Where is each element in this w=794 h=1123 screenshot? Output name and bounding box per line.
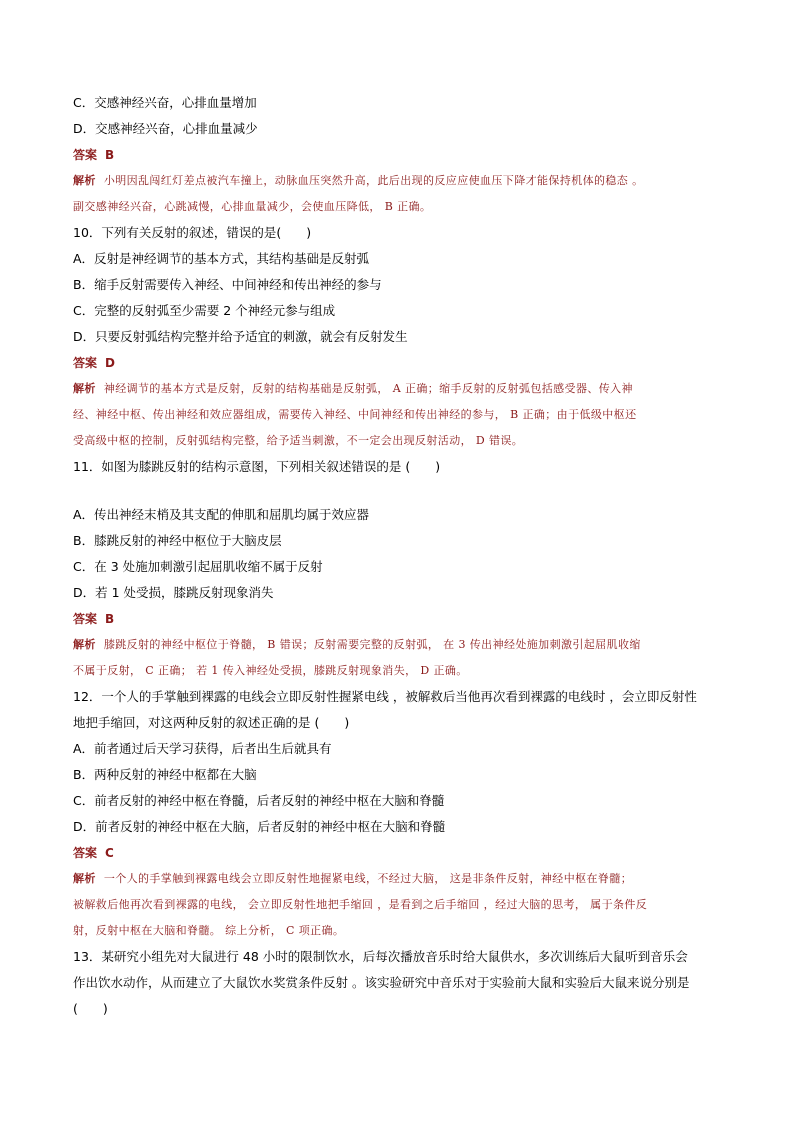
explanation-line	[73, 380, 733, 398]
answer-label: 答案	[73, 148, 98, 162]
line-text: B．两种反射的神经中枢都在大脑	[73, 767, 257, 782]
explanation-line	[73, 406, 733, 424]
line-text: D．若 1 处受损，膝跳反射现象消失	[73, 585, 274, 600]
question-line	[73, 224, 733, 242]
explanation-label: 解析	[73, 872, 96, 885]
question-line	[73, 250, 733, 268]
answer-line	[73, 610, 733, 628]
explanation-line	[73, 198, 733, 216]
question-line	[73, 584, 733, 602]
line-text: ( )	[73, 1001, 108, 1016]
answer-label: 答案	[73, 846, 98, 860]
explanation-line	[73, 636, 733, 654]
line-text: 膝跳反射的神经中枢位于脊髓， B 错误；反射需要完整的反射弧， 在 3 传出神经处施加刺激引起屈肌收缩	[103, 638, 641, 651]
question-line	[73, 276, 733, 294]
explanation-label: 解析	[73, 638, 96, 651]
question-line	[73, 506, 733, 524]
explanation-label: 解析	[73, 382, 96, 395]
question-line	[73, 558, 733, 576]
question-line	[73, 740, 733, 758]
line-text: B．缩手反射需要传入神经、中间神经和传出神经的参与	[73, 277, 382, 292]
question-line	[73, 302, 733, 320]
explanation-line	[73, 922, 733, 940]
question-line	[73, 766, 733, 784]
explanation-line	[73, 172, 733, 190]
line-text: A．前者通过后天学习获得，后者出生后就具有	[73, 741, 332, 756]
line-text: 副交感神经兴奋，心跳减慢，心排血量减少，会使血压降低， B 正确。	[73, 200, 432, 213]
line-text: A．反射是神经调节的基本方式，其结构基础是反射弧	[73, 251, 370, 266]
line-text: 11．如图为膝跳反射的结构示意图，下列相关叙述错误的是 ( )	[73, 459, 441, 474]
answer-label: 答案	[73, 612, 98, 626]
question-line	[73, 688, 733, 706]
question-line	[73, 458, 733, 476]
answer-label: 答案	[73, 356, 98, 370]
question-line	[73, 328, 733, 346]
answer-line	[73, 146, 733, 164]
line-text: 12．一个人的手掌触到裸露的电线会立即反射性握紧电线 ，被解救后当他再次看到裸露的电线时 ，会立即反射性	[73, 689, 697, 704]
line-text: 地把手缩回，对这两种反射的叙述正确的是 ( )	[73, 715, 350, 730]
line-text: C．交感神经兴奋，心排血量增加	[73, 95, 257, 110]
question-line	[73, 120, 733, 138]
line-text: C．前者反射的神经中枢在脊髓，后者反射的神经中枢在大脑和脊髓	[73, 793, 445, 808]
line-text: D	[105, 356, 115, 370]
line-text: 一个人的手掌触到裸露电线会立即反射性地握紧电线，不经过大脑， 这是非条件反射，神经中枢在脊髓；	[103, 872, 633, 885]
line-text: 作出饮水动作，从而建立了大鼠饮水奖赏条件反射 。该实验研究中音乐对于实验前大鼠和实验后大鼠来说分别是	[73, 975, 690, 990]
line-text: 10．下列有关反射的叙述，错误的是( )	[73, 225, 312, 240]
question-line	[73, 948, 733, 966]
line-text: C	[105, 846, 114, 860]
question-line	[73, 974, 733, 992]
explanation-line	[73, 662, 733, 680]
answer-line	[73, 354, 733, 372]
explanation-line	[73, 432, 733, 450]
line-text: 经、神经中枢、传出神经和效应器组成，需要传入神经、中间神经和传出神经的参与， B 正确；由于低级中枢还	[73, 408, 637, 421]
answer-line	[73, 844, 733, 862]
line-text: 小明因乱闯红灯差点被汽车撞上，动脉血压突然升高，此后出现的反应应使血压下降才能保持机体的稳态 。	[103, 174, 644, 187]
line-text: 受高级中枢的控制，反射弧结构完整，给予适当刺激，不一定会出现反射活动， D 错误。	[73, 434, 524, 447]
question-line	[73, 818, 733, 836]
explanation-line	[73, 896, 733, 914]
question-line	[73, 714, 733, 732]
line-text: C．在 3 处施加刺激引起屈肌收缩不属于反射	[73, 559, 323, 574]
line-text: 神经调节的基本方式是反射，反射的结构基础是反射弧， A 正确；缩手反射的反射弧包括感受器、传入神	[103, 382, 633, 395]
line-text: 13．某研究小组先对大鼠进行 48 小时的限制饮水，后每次播放音乐时给大鼠供水，多次训练后大鼠听到音乐会	[73, 949, 688, 964]
line-text: D．只要反射弧结构完整并给予适宜的刺激，就会有反射发生	[73, 329, 408, 344]
line-text: 不属于反射， C 正确； 若 1 传入神经处受损，膝跳反射现象消失， D 正确。	[73, 664, 468, 677]
line-text: 射，反射中枢在大脑和脊髓。 综上分析， C 项正确。	[73, 924, 345, 937]
explanation-line	[73, 870, 733, 888]
line-text: B．膝跳反射的神经中枢位于大脑皮层	[73, 533, 282, 548]
line-text: 被解救后他再次看到裸露的电线， 会立即反射性地把手缩回 ，是看到之后手缩回 ，经过大脑的思考， 属于条件反	[73, 898, 648, 911]
line-text: B	[105, 612, 115, 626]
line-text: C．完整的反射弧至少需要 2 个神经元参与组成	[73, 303, 336, 318]
line-text: A．传出神经末梢及其支配的伸肌和屈肌均属于效应器	[73, 507, 370, 522]
question-line	[73, 532, 733, 550]
line-text: D．交感神经兴奋，心排血量减少	[73, 121, 258, 136]
line-text: D．前者反射的神经中枢在大脑，后者反射的神经中枢在大脑和脊髓	[73, 819, 446, 834]
question-line	[73, 1000, 733, 1018]
question-line	[73, 94, 733, 112]
question-line	[73, 792, 733, 810]
line-text: B	[105, 148, 115, 162]
explanation-label: 解析	[73, 174, 96, 187]
